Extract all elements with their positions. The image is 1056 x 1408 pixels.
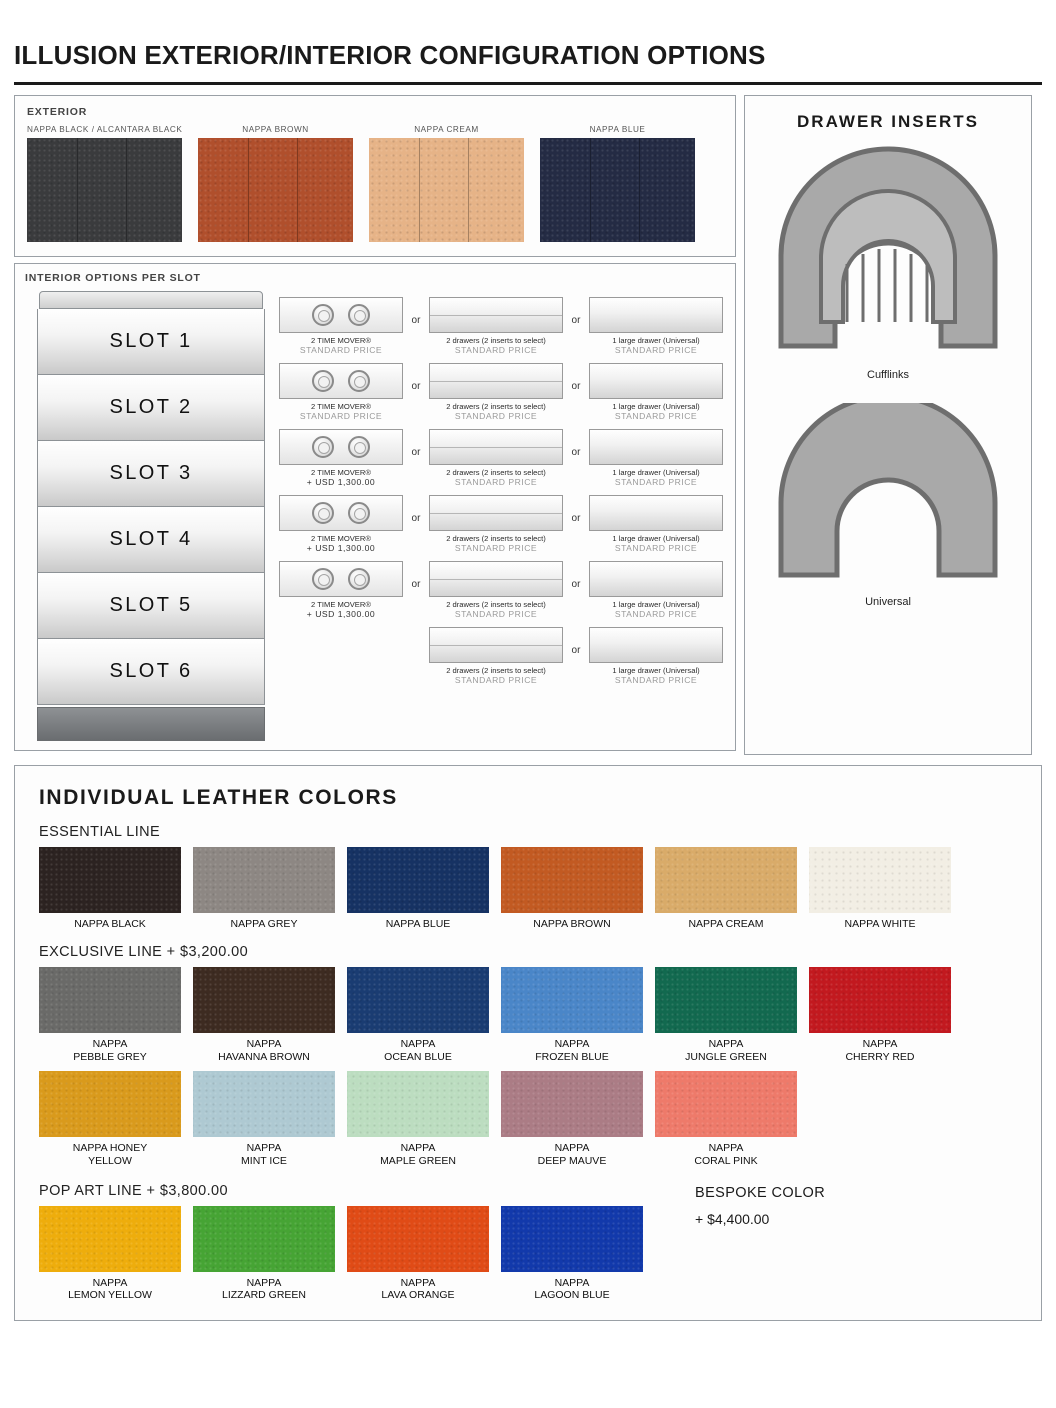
leather-swatch[interactable] <box>193 847 335 930</box>
top-section <box>0 85 1056 755</box>
leather-swatch[interactable] <box>655 1071 797 1167</box>
leather-swatch[interactable] <box>39 1071 181 1167</box>
leather-swatch-chip <box>655 967 797 1033</box>
drawer-graphic <box>429 363 563 399</box>
leather-swatch[interactable] <box>193 1071 335 1167</box>
option-title: 1 large drawer (Universal) <box>612 336 700 345</box>
leather-swatch-chip <box>39 1206 181 1272</box>
leather-swatch-chip <box>347 1206 489 1272</box>
leather-seam <box>126 138 127 242</box>
leather-swatch-label: NAPPA LAVA ORANGE <box>381 1276 455 1302</box>
drawer-divider <box>430 579 562 580</box>
option-large-drawer[interactable] <box>589 495 723 555</box>
left-column <box>14 95 736 751</box>
option-price: + USD 1,300.00 <box>306 609 376 620</box>
option-two-drawers[interactable] <box>429 561 563 621</box>
leather-swatch[interactable] <box>501 847 643 930</box>
option-two-drawers[interactable] <box>429 429 563 489</box>
leather-swatch-chip <box>655 847 797 913</box>
leather-swatch-chip <box>347 967 489 1033</box>
or-separator: or <box>411 513 421 524</box>
leather-swatch-label: NAPPA BLACK <box>74 918 146 930</box>
leather-swatch-chip <box>39 1071 181 1137</box>
exterior-swatch-chip <box>27 138 182 242</box>
or-separator: or <box>411 447 421 458</box>
exterior-swatch-chip <box>369 138 524 242</box>
or-separator: or <box>411 381 421 392</box>
or-separator: or <box>571 513 581 524</box>
exterior-swatch-label: NAPPA BLUE <box>589 125 646 134</box>
option-price: STANDARD PRICE <box>454 675 538 686</box>
interior-option-row <box>279 495 725 557</box>
watch-winder-icon <box>348 568 370 590</box>
drawer-divider <box>430 513 562 514</box>
option-large-drawer[interactable] <box>589 297 723 357</box>
leather-swatch-label: NAPPA OCEAN BLUE <box>384 1038 452 1063</box>
exterior-swatch-chip <box>198 138 353 242</box>
universal-caption: Universal <box>865 596 911 608</box>
option-price: STANDARD PRICE <box>454 543 538 554</box>
drawer-divider <box>430 447 562 448</box>
option-large-drawer[interactable] <box>589 363 723 423</box>
option-title: 1 large drawer (Universal) <box>612 534 700 543</box>
option-title: 2 drawers (2 inserts to select) <box>446 336 546 345</box>
option-price: STANDARD PRICE <box>614 675 698 686</box>
leather-seam <box>248 138 249 242</box>
or-separator: or <box>411 315 421 326</box>
or-separator: or <box>411 579 421 590</box>
exclusive-line-swatches-row2 <box>39 1071 1023 1167</box>
leather-swatch-label: NAPPA FROZEN BLUE <box>535 1038 609 1063</box>
leather-seam <box>639 138 640 242</box>
leather-swatch-label: NAPPA MAPLE GREEN <box>380 1142 456 1167</box>
option-title: 2 drawers (2 inserts to select) <box>446 534 546 543</box>
option-two-drawers[interactable] <box>429 495 563 555</box>
option-title: 2 TIME MOVER® <box>311 534 371 543</box>
drawer-divider <box>430 315 562 316</box>
exterior-swatch <box>198 125 353 242</box>
option-title: 2 drawers (2 inserts to select) <box>446 600 546 609</box>
option-price: STANDARD PRICE <box>454 477 538 488</box>
leather-swatch[interactable] <box>501 1071 643 1167</box>
option-price: STANDARD PRICE <box>454 345 538 356</box>
bespoke-price: + $4,400.00 <box>695 1210 770 1227</box>
leather-swatch-label: NAPPA CREAM <box>688 918 764 930</box>
drawer-graphic <box>589 627 723 663</box>
exterior-swatch <box>369 125 524 242</box>
leather-swatch-label: NAPPA HAVANNA BROWN <box>218 1038 310 1063</box>
drawer-graphic <box>589 363 723 399</box>
exterior-swatch-chip <box>540 138 695 242</box>
leather-swatch[interactable] <box>193 1206 335 1302</box>
leather-swatch-chip <box>655 1071 797 1137</box>
drawer-graphic <box>589 495 723 531</box>
option-price: STANDARD PRICE <box>454 411 538 422</box>
cufflinks-caption: Cufflinks <box>867 369 909 381</box>
option-price: + USD 1,300.00 <box>306 543 376 554</box>
option-time-mover[interactable] <box>279 297 403 357</box>
popart-line-swatches <box>39 1206 673 1302</box>
bespoke-color-block <box>673 1183 825 1302</box>
leather-colors-title: INDIVIDUAL LEATHER COLORS <box>39 786 398 809</box>
option-title: 1 large drawer (Universal) <box>612 468 700 477</box>
right-column <box>744 95 1032 755</box>
cufflinks-insert-icon <box>763 146 1013 356</box>
drawer-divider <box>430 381 562 382</box>
slot-tower <box>25 291 265 741</box>
option-price: STANDARD PRICE <box>614 609 698 620</box>
drawer-inserts-title: DRAWER INSERTS <box>797 112 979 131</box>
leather-swatch-chip <box>809 967 951 1033</box>
option-two-drawers[interactable] <box>429 363 563 423</box>
leather-swatch-label: NAPPA MINT ICE <box>241 1142 287 1167</box>
exterior-swatch <box>27 125 182 242</box>
leather-colors-panel <box>14 765 1042 1321</box>
exterior-label: EXTERIOR <box>27 106 88 118</box>
option-title: 2 drawers (2 inserts to select) <box>446 402 546 411</box>
leather-swatch-label: NAPPA CORAL PINK <box>694 1142 758 1167</box>
slot-row[interactable]: SLOT 6 <box>37 639 265 705</box>
slot-row[interactable]: SLOT 1 <box>37 309 265 375</box>
or-separator: or <box>571 315 581 326</box>
interior-option-row <box>279 561 725 623</box>
tower-base <box>37 707 265 741</box>
popart-line-title: POP ART LINE + $3,800.00 <box>39 1182 228 1199</box>
interior-panel <box>14 263 736 751</box>
time-mover-graphic <box>279 561 403 597</box>
leather-seam <box>297 138 298 242</box>
exterior-panel <box>14 95 736 257</box>
leather-swatch[interactable] <box>501 1206 643 1302</box>
option-price: STANDARD PRICE <box>454 609 538 620</box>
leather-swatch-label: NAPPA BLUE <box>385 918 451 930</box>
leather-swatch-label: NAPPA BROWN <box>533 918 611 930</box>
watch-winder-icon <box>312 370 334 392</box>
leather-seam <box>77 138 78 242</box>
leather-swatch-label: NAPPA LAGOON BLUE <box>534 1276 610 1302</box>
leather-swatch-chip <box>193 1206 335 1272</box>
option-two-drawers[interactable] <box>429 297 563 357</box>
drawer-graphic <box>589 297 723 333</box>
leather-swatch[interactable] <box>347 847 489 930</box>
leather-swatch-chip <box>501 1071 643 1137</box>
exclusive-line-title: EXCLUSIVE LINE + $3,200.00 <box>39 944 249 961</box>
leather-swatch-label: NAPPA DEEP MAUVE <box>537 1142 607 1167</box>
slot-row[interactable]: SLOT 2 <box>37 375 265 441</box>
watch-winder-icon <box>348 502 370 524</box>
leather-swatch[interactable] <box>193 967 335 1063</box>
drawer-graphic <box>429 495 563 531</box>
option-price: STANDARD PRICE <box>614 477 698 488</box>
watch-winder-icon <box>348 436 370 458</box>
leather-swatch-chip <box>501 847 643 913</box>
option-title: 2 TIME MOVER® <box>311 468 371 477</box>
option-time-mover[interactable] <box>279 561 403 621</box>
option-price: STANDARD PRICE <box>614 411 698 422</box>
slot-row[interactable]: SLOT 3 <box>37 441 265 507</box>
interior-option-rows <box>279 291 725 741</box>
leather-swatch-chip <box>193 847 335 913</box>
option-price: STANDARD PRICE <box>299 345 383 356</box>
option-title: 1 large drawer (Universal) <box>612 600 700 609</box>
universal-insert-icon <box>763 403 1013 583</box>
option-price: STANDARD PRICE <box>299 411 383 422</box>
exterior-swatch-label: NAPPA CREAM <box>414 125 479 134</box>
option-two-drawers[interactable] <box>429 627 563 687</box>
interior-option-row <box>279 297 725 359</box>
watch-winder-icon <box>312 502 334 524</box>
drawer-graphic <box>429 627 563 663</box>
leather-swatch[interactable] <box>347 1206 489 1302</box>
option-price: + USD 1,300.00 <box>306 477 376 488</box>
drawer-graphic <box>589 429 723 465</box>
exterior-swatch-row <box>27 125 723 242</box>
exclusive-line-swatches-row1 <box>39 967 1023 1063</box>
option-large-drawer[interactable] <box>589 429 723 489</box>
leather-swatch[interactable] <box>809 967 951 1063</box>
option-large-drawer[interactable] <box>589 561 723 621</box>
leather-swatch-label: NAPPA JUNGLE GREEN <box>685 1038 767 1063</box>
leather-swatch-label: NAPPA HONEY YELLOW <box>72 1142 148 1167</box>
interior-option-row <box>279 627 725 689</box>
leather-swatch-label: NAPPA CHERRY RED <box>845 1038 915 1063</box>
leather-swatch-chip <box>39 967 181 1033</box>
interior-label: INTERIOR OPTIONS PER SLOT <box>25 272 201 284</box>
essential-line-swatches <box>39 847 1023 930</box>
leather-swatch-label: NAPPA PEBBLE GREY <box>73 1038 147 1063</box>
option-large-drawer[interactable] <box>589 627 723 687</box>
option-title: 2 TIME MOVER® <box>311 402 371 411</box>
option-title: 2 TIME MOVER® <box>311 336 371 345</box>
or-separator: or <box>571 645 581 656</box>
leather-seam <box>590 138 591 242</box>
option-title: 2 TIME MOVER® <box>311 600 371 609</box>
time-mover-graphic <box>279 297 403 333</box>
leather-swatch[interactable] <box>39 847 181 930</box>
bespoke-title: BESPOKE COLOR <box>695 1184 826 1201</box>
leather-swatch[interactable] <box>347 967 489 1063</box>
option-time-mover[interactable] <box>279 495 403 555</box>
leather-swatch-label: NAPPA WHITE <box>844 918 916 930</box>
watch-winder-icon <box>312 304 334 326</box>
leather-swatch-chip <box>347 847 489 913</box>
option-price: STANDARD PRICE <box>614 345 698 356</box>
or-separator: or <box>571 579 581 590</box>
leather-swatch-chip <box>501 1206 643 1272</box>
option-title: 2 drawers (2 inserts to select) <box>446 666 546 675</box>
option-title: 1 large drawer (Universal) <box>612 666 700 675</box>
leather-swatch[interactable] <box>39 967 181 1063</box>
drawer-divider <box>430 645 562 646</box>
time-mover-graphic <box>279 363 403 399</box>
leather-swatch-label: NAPPA LIZZARD GREEN <box>221 1276 306 1302</box>
drawer-graphic <box>429 429 563 465</box>
leather-swatch-label: NAPPA GREY <box>230 918 298 930</box>
leather-swatch[interactable] <box>347 1071 489 1167</box>
exterior-swatch-label: NAPPA BROWN <box>242 125 309 134</box>
or-separator: or <box>571 381 581 392</box>
leather-swatch-chip <box>193 967 335 1033</box>
essential-line-title: ESSENTIAL LINE <box>39 824 161 840</box>
leather-swatch[interactable] <box>655 847 797 930</box>
interior-option-row <box>279 429 725 491</box>
leather-swatch-chip <box>501 967 643 1033</box>
option-title: 1 large drawer (Universal) <box>612 402 700 411</box>
or-separator: or <box>571 447 581 458</box>
slot-row[interactable]: SLOT 5 <box>37 573 265 639</box>
leather-seam <box>419 138 420 242</box>
drawer-graphic <box>589 561 723 597</box>
watch-winder-icon <box>348 304 370 326</box>
option-price: STANDARD PRICE <box>614 543 698 554</box>
drawer-inserts-panel <box>744 95 1032 755</box>
leather-swatch[interactable] <box>809 847 951 930</box>
interior-option-row <box>279 363 725 425</box>
leather-swatch[interactable] <box>39 1206 181 1302</box>
leather-swatch-chip <box>809 847 951 913</box>
drawer-graphic <box>429 297 563 333</box>
option-time-mover[interactable] <box>279 363 403 423</box>
leather-swatch-chip <box>347 1071 489 1137</box>
option-time-mover[interactable] <box>279 429 403 489</box>
time-mover-graphic <box>279 495 403 531</box>
slot-row[interactable]: SLOT 4 <box>37 507 265 573</box>
exterior-swatch <box>540 125 695 242</box>
leather-swatch-chip <box>193 1071 335 1137</box>
drawer-graphic <box>429 561 563 597</box>
page-title: ILLUSION EXTERIOR/INTERIOR CONFIGURATION OPTIONS <box>14 40 766 70</box>
watch-winder-icon <box>348 370 370 392</box>
or-separator <box>403 627 429 645</box>
leather-swatch-chip <box>39 847 181 913</box>
leather-swatch-label: NAPPA LEMON YELLOW <box>68 1276 152 1302</box>
exterior-swatch-label: NAPPA BLACK / ALCANTARA BLACK <box>27 125 183 134</box>
watch-winder-icon <box>312 436 334 458</box>
time-mover-graphic <box>279 429 403 465</box>
leather-swatch[interactable] <box>655 967 797 1063</box>
slot-list <box>37 309 265 705</box>
watch-winder-icon <box>312 568 334 590</box>
leather-swatch[interactable] <box>501 967 643 1063</box>
tower-top <box>39 291 263 309</box>
leather-seam <box>468 138 469 242</box>
option-title: 2 drawers (2 inserts to select) <box>446 468 546 477</box>
